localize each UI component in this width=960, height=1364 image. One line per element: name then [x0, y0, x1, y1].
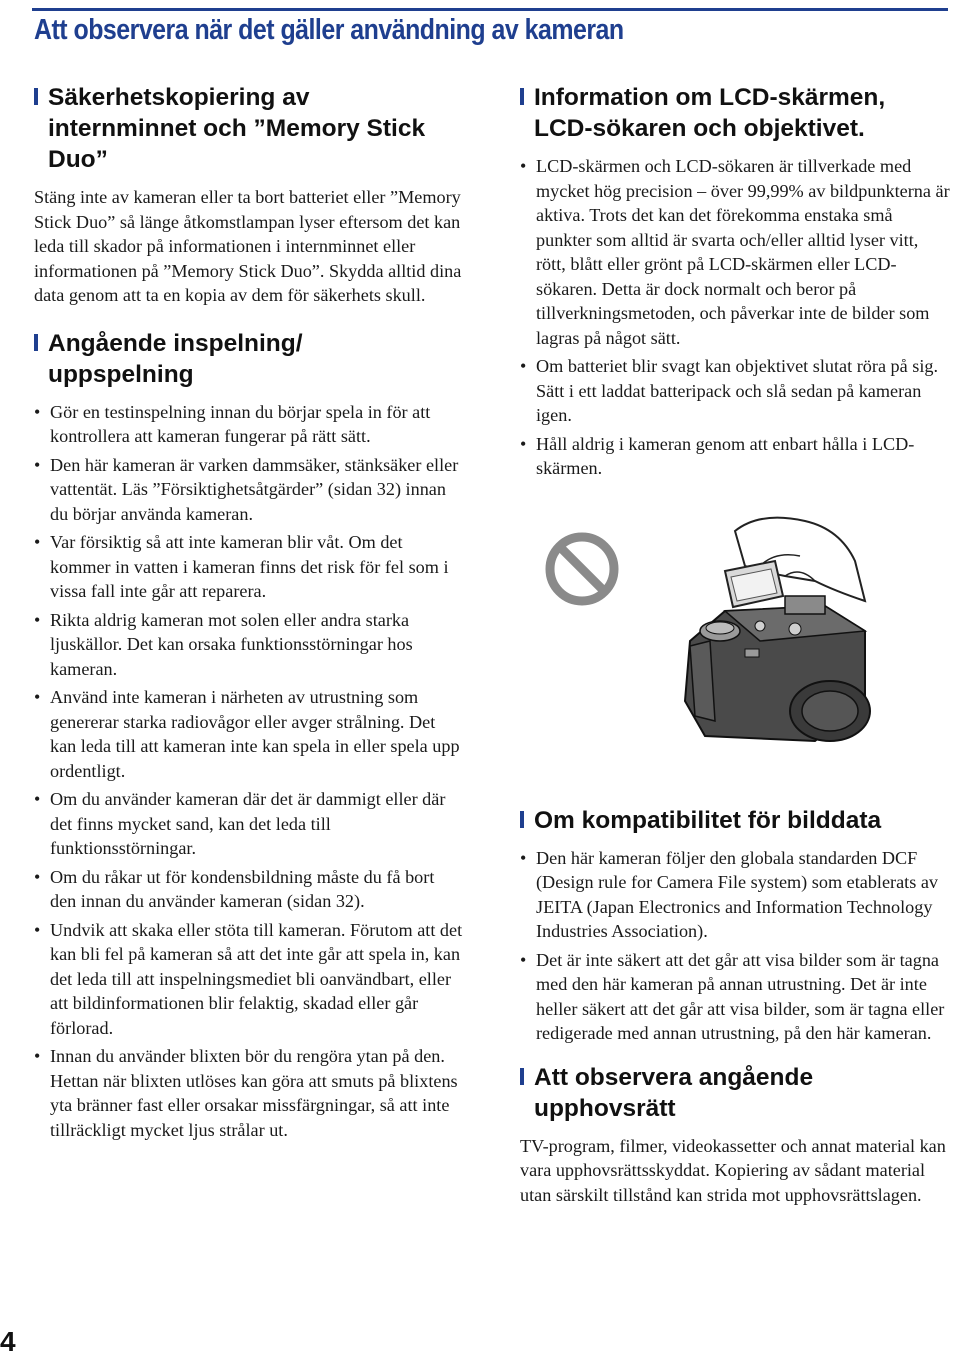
- list-item: • Innan du använder blixten bör du rengöra ytan på den. Hettan när blixten utlöses kan göra att smuts på blixtens yta bränner fast eller orsakar missfärgningar, så att inte tillräckligt mycket ljus strålar ut.: [34, 1046, 458, 1140]
- section-compat: [520, 805, 950, 1046]
- list-item: • Om batteriet blir svagt kan objektivet slutat röra på sig. Sätt i ett laddat batteripack och slå sedan på kameran igen.: [520, 356, 939, 425]
- list-item: • Det är inte säkert att det går att visa bilder som är tagna med den här kameran på annan utrustning. Det är inte heller säkert att det går att visa bilder, som är tagna eller redigerade med annan utrustning, på den här kameran.: [520, 949, 945, 1043]
- section-lcd: [520, 82, 950, 481]
- section-backup: [34, 82, 464, 308]
- section-heading-recording: [34, 328, 464, 390]
- list-item: • Den här kameran är varken dammsäker, stänksäker eller vattentät. Läs ”Försiktighetsåtgärder” (sidan 32) innan du börjar använda kameran.: [34, 454, 459, 524]
- list-item: • Håll aldrig i kameran genom att enbart hålla i LCD-skärmen.: [520, 433, 915, 478]
- prohibited-icon: [542, 529, 622, 609]
- list-item: • Om du använder kameran där det är dammigt eller där det finns mycket sand, kan det leda till funktionsstörningar.: [34, 789, 446, 858]
- heading-line: Säkerhetskopiering av: [48, 84, 310, 111]
- camera-held-by-lcd-illustration: [665, 511, 905, 771]
- heading-line: Information om LCD-skärmen,: [534, 84, 886, 111]
- list-item: • Var försiktig så att inte kameran blir våt. Om det kommer in vatten i kameran finns det risk för fel som i vissa fall inte går att reparera.: [34, 532, 449, 601]
- recording-list: [34, 400, 464, 1143]
- heading-line: internminnet och ”Memory Stick: [48, 115, 426, 142]
- heading-bar: [34, 88, 38, 105]
- heading-line: Duo”: [48, 146, 108, 173]
- list-item: • Om du råkar ut för kondensbildning måste du få bort den innan du använder kameran (sidan 32).: [34, 866, 435, 911]
- heading-bar: [520, 88, 524, 105]
- lcd-list: [520, 154, 950, 481]
- list-item: • Den här kameran följer den globala standarden DCF (Design rule for Camera File system) som etablerats av JEITA (Japan Electronics and Information Technology Industries Association).: [520, 847, 939, 941]
- section-recording: [34, 328, 464, 1143]
- section-copyright: [520, 1062, 950, 1208]
- list-item: • LCD-skärmen och LCD-sökaren är tillverkade med mycket hög precision – över 99,99% av bildpunkterna är aktiva. Trots det kan det förekomma enstaka små punkter som alltid är svarta och/eller alltid lyser vitt, rött, blått eller grönt på LCD-skärmen eller LCD-sökaren. Detta är dock normalt och beror på tillverkningsmetoden, och påverkar inte de bilder som lagras på något sätt.: [520, 156, 950, 348]
- right-column: [520, 82, 950, 1207]
- heading-line: Angående inspelning/: [48, 329, 303, 357]
- section-heading-copyright: [520, 1062, 950, 1124]
- section-heading-lcd: [520, 82, 950, 144]
- section-heading-backup: [34, 82, 464, 175]
- camera-illustration: [520, 511, 950, 781]
- heading-bar: [520, 811, 524, 828]
- heading-bar: [34, 334, 38, 351]
- list-item: • Använd inte kameran i närheten av utrustning som genererar starka radiovågor eller avger strålning. Det kan leda till att kameran inte kan spela in eller spela upp ordentligt.: [34, 687, 460, 781]
- heading-bar: [520, 1068, 524, 1085]
- top-rule: [32, 8, 948, 11]
- copyright-text: TV-program, filmer, videokassetter och annat material kan vara upphovsrättsskyddat. Kopiering av sådant material utan särskilt tillstånd kan strida mot upphovsrättslagen.: [520, 1135, 946, 1205]
- list-item: • Gör en testinspelning innan du börjar spela in för att kontrollera att kameran fungerar på rätt sätt.: [34, 401, 431, 446]
- heading-line: Om kompatibilitet för bilddata: [534, 806, 882, 834]
- heading-line: LCD-sökaren och objektivet.: [534, 115, 865, 142]
- list-item: • Rikta aldrig kameran mot solen eller andra starka ljuskällor. Det kan orsaka funktionsstörningar hos kameran.: [34, 609, 413, 679]
- heading-line: uppspelning: [48, 360, 194, 388]
- backup-text: Stäng inte av kameran eller ta bort batteriet eller ”Memory Stick Duo” så länge åtkomstlampan lyser eftersom det kan leda till skador på informationen i internminnet eller informationen på ”Memory Stick Duo”. Skydda alltid dina data genom att ta en kopia av dem för säkerhets skull.: [34, 187, 462, 305]
- section-heading-compat: [520, 805, 950, 836]
- list-item: • Undvik att skaka eller stöta till kameran. Förutom att det kan bli fel på kameran så att det inte går att spela in, kan det leda till att inspelningsmediet bli oanvändbart, eller att bildinformationen blir felaktig, skadad eller går förlorad.: [34, 919, 463, 1038]
- page-number: 4: [0, 1326, 16, 1357]
- compat-list: [520, 846, 950, 1046]
- heading-line: upphovsrätt: [534, 1094, 676, 1122]
- heading-line: Att observera angående: [534, 1063, 814, 1091]
- left-column: [34, 82, 464, 1146]
- page-title: Att observera när det gäller användning av kameran: [34, 14, 624, 46]
